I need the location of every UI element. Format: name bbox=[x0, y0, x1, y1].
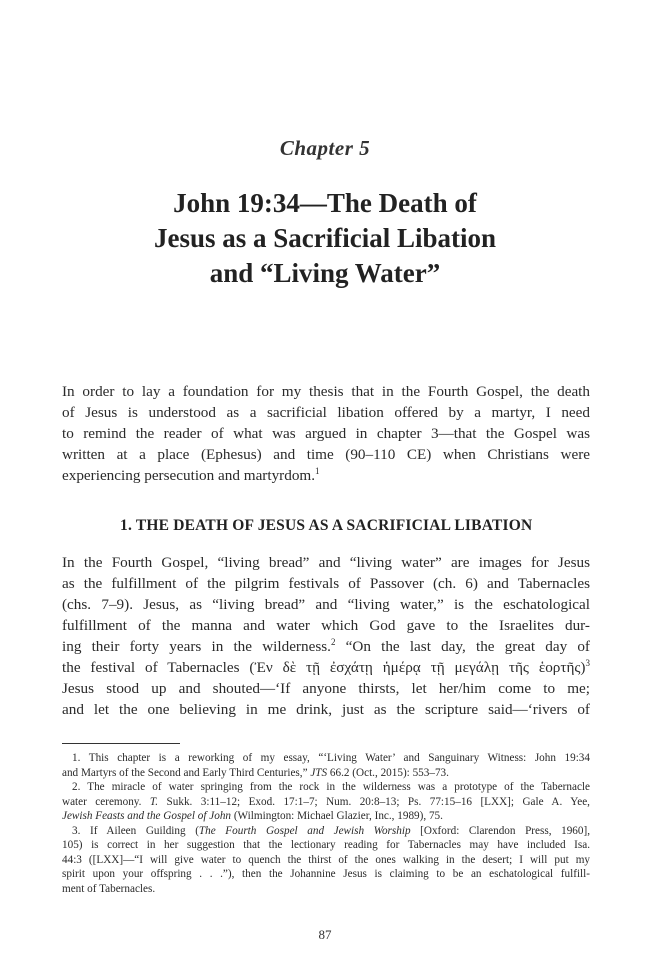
text-segment: ing their forty years in the wilderness. bbox=[62, 638, 331, 655]
footnote-line: 1. This chapter is a reworking of my essay, “‘Living Water’ and Sanguinary Witness: John 19:34 bbox=[72, 752, 590, 764]
text-line: written at a place (Ephesus) and time (90–110 CE) when Christians were bbox=[62, 446, 590, 463]
footnotes bbox=[62, 751, 590, 896]
journal-title: JTS bbox=[310, 766, 328, 779]
chapter-title-line: John 19:34—The Death of bbox=[173, 188, 477, 218]
source-abbrev: T. bbox=[149, 795, 159, 808]
footnote-line: ment of Tabernacles. bbox=[62, 882, 156, 895]
text-line: to remind the reader of what was argued in chapter 3—that the Gospel was bbox=[62, 425, 590, 442]
text-line bbox=[62, 636, 590, 657]
section-heading: 1. THE DEATH OF JESUS AS A SACRIFICIAL LIBATION bbox=[120, 517, 533, 534]
text-line bbox=[62, 657, 590, 678]
text-line: and let the one believing in me drink, just as the scripture said—‘rivers of bbox=[62, 701, 590, 718]
footnote-line: 105) is correct in her suggestion that the lectionary reading for Tabernacles may have included Isa. bbox=[62, 839, 590, 851]
intro-paragraph bbox=[62, 381, 590, 486]
chapter-title-line: and “Living Water” bbox=[209, 258, 441, 288]
chapter-title bbox=[0, 186, 650, 291]
book-title: Jewish Feasts and the Gospel of John bbox=[62, 810, 232, 822]
footnote-line bbox=[62, 824, 590, 839]
text-line bbox=[62, 465, 590, 486]
text-segment: water ceremony. bbox=[62, 795, 150, 808]
text-segment: experiencing persecution and martyrdom. bbox=[62, 467, 316, 484]
text-line: (chs. 7–9). Jesus, as “living bread” and “living water,” is the eschatological bbox=[62, 596, 590, 613]
text-segment: 3. If Aileen Guilding ( bbox=[72, 824, 199, 837]
text-segment: “On the last day, the great day of bbox=[335, 638, 590, 655]
book-title: The Fourth Gospel and Jewish Worship bbox=[198, 824, 411, 837]
footnote-line: spirit upon your offspring . . .”), then the Johannine Jesus is claiming to be an eschatological fulfill- bbox=[62, 868, 590, 880]
footnote-line: 44:3 ([LXX]—“I will give water to quench the thirst of the ones walking in the desert; I will put my bbox=[62, 853, 590, 866]
footnote-divider bbox=[62, 743, 180, 744]
chapter-title-line: Jesus as a Sacrificial Libation bbox=[153, 223, 497, 253]
text-segment: and Martyrs of the Second and Early Third Centuries,” bbox=[62, 766, 311, 779]
text-segment: (Wilmington: Michael Glazier, Inc., 1989), 75. bbox=[231, 810, 443, 822]
text-line: In the Fourth Gospel, “living bread” and “living water” are images for Jesus bbox=[62, 554, 590, 571]
text-segment: Sukk. 3:11–12; Exod. 17:1–7; Num. 20:8–13; Ps. 77:15–16 [LXX]; Gale A. Yee, bbox=[158, 795, 590, 808]
text-line: as the fulfillment of the pilgrim festivals of Passover (ch. 6) and Tabernacles bbox=[62, 575, 590, 592]
footnote-line bbox=[62, 766, 590, 781]
chapter-label: Chapter 5 bbox=[279, 136, 371, 160]
footnote-ref[interactable]: 2 bbox=[330, 636, 336, 647]
text-segment: [Oxford: Clarendon Press, 1960], bbox=[410, 824, 590, 837]
text-segment: 66.2 (Oct., 2015): 553–73. bbox=[327, 766, 449, 779]
footnote-line: 2. The miracle of water springing from the rock in the wilderness was a prototype of the Tabernacle bbox=[72, 781, 590, 793]
footnote-line bbox=[62, 795, 590, 810]
text-line: In order to lay a foundation for my thesis that in the Fourth Gospel, the death bbox=[62, 383, 590, 400]
footnote-line bbox=[62, 809, 590, 824]
text-line: Jesus stood up and shouted—‘If anyone thirsts, let her/him come to me; bbox=[62, 680, 590, 697]
text-line: fulfillment of the manna and water which God gave to the Israelites dur- bbox=[62, 617, 590, 634]
footnote-ref[interactable]: 1 bbox=[315, 465, 320, 476]
section-paragraph bbox=[62, 552, 590, 720]
text-line: of Jesus is understood as a sacrificial libation offered by a martyr, I need bbox=[62, 404, 590, 421]
page-number: 87 bbox=[318, 927, 332, 942]
footnote-ref[interactable]: 3 bbox=[585, 657, 590, 668]
text-segment: the festival of Tabernacles (Ἐν δὲ τῇ ἐσχάτῃ ἡμέρᾳ τῇ μεγάλῃ τῆς ἑορτῆς) bbox=[62, 659, 586, 676]
